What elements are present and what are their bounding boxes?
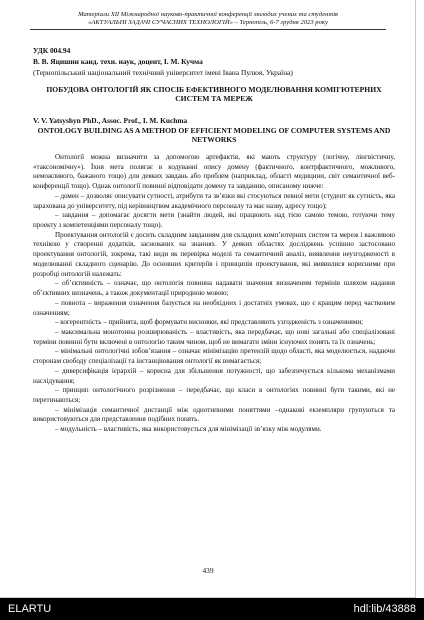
- paragraph-design: Проектування онтологій є досить складним завданням для складних комп’ютерних систем та мереж і важливою технікою у створенні додатків, заснованих на знаннях. У деяких областях досліджень успішно застосовано проектування онтологій, зокрема, такі види як перевірка моделі та семантичний аналіз, виявлення неузгодженості в моделюванні складного сценарію. До основних критеріїв і принципів проектування, які виявилися корисними при розробці онтологій належать:: [33, 230, 395, 278]
- paragraph-intro: Онтології можна визначити за допомогою артефактів, які мають структуру (логічну, лінгвістичну, «таксономічну»). Їхня мета полягає в кодуванні опису домену (фактичного, контрфактичного, можливого, неможливого, бажаного тощо) для деяких завдань або проблем (наприклад, області медицини, світ семантичної веб-конференції тощо). Однак онтології повинні відповідати домену та завданню, описаному нижче:: [33, 153, 395, 191]
- conference-header-line2: «АКТУАЛЬНІ ЗАДАЧІ СУЧАСНИХ ТЕХНОЛОГІЙ» – Тернопіль, 6-7 грудня 2023 року: [88, 19, 328, 26]
- list-item-domain: – домен – дозволяє описувати сутності, атрибути та зв’язки які стосуються певної мети (студент як сутність, яка зарахована до університету, під керівництвом академічного персоналу та має назву, адресу тощо);: [33, 191, 395, 210]
- title-en: ONTOLOGY BUILDING AS A METHOD OF EFFICIENT MODELING OF COMPUTER SYSTEMS AND NETWORKS: [37, 126, 391, 145]
- list-item-modularity: – модульність – властивість, яка використовується для мінімізації зв’язку між модулями.: [55, 425, 322, 434]
- list-item-completeness: – повнота – вираження означення базується на необхідних і достатніх умовах, що є кращим перед частковим означенням;: [33, 298, 395, 317]
- title-ua: ПОБУДОВА ОНТОЛОГІЙ ЯК СПОСІБ ЕФЕКТИВНОГО МОДЕЛЮВАННЯ КОМП'ЮТЕРНИХ СИСТЕМ ТА МЕРЕЖ: [46, 85, 382, 104]
- udk-code: УДК 004.94: [33, 46, 71, 55]
- list-item-task: – завдання – допомагає досягти мети (знайти людей, які працюють над тією самою темою, готуючи тему проекту з компетенціями персоналу тощо).: [33, 211, 395, 230]
- list-item-coherence: – когерентність – прийнята, щоб формувати висновки, які представляють узгодженість з означеннями;: [55, 318, 364, 327]
- footer-handle-label: hdl:lib/43888: [353, 603, 416, 615]
- page-number: 439: [202, 566, 214, 575]
- conference-header: [30, 11, 386, 30]
- conference-header-line1: Матеріали XII Міжнародної науково-практичної конференції молодих учених та студентів: [78, 11, 338, 18]
- footer-bar: [0, 598, 424, 620]
- authors-ua: В. В. Яцишин канд. техн. наук, доцент, І. М. Кучма: [33, 57, 203, 66]
- list-item-extensibility: – максимальна монотонна розширюваність – властивість, яка передбачає, що нові загальні або спеціалізовані терміни повинні бути включені в онтологію таким чином, щоб не вимагати зміни існуючих понять та їх означень;: [33, 327, 395, 346]
- list-item-hierarchies: – диверсифікація ієрархій – корисна для збільшення потужності, що забезпечується кількома механізмами наслідування;: [33, 366, 395, 385]
- list-item-semantic-distance: – мінімізація семантичної дистанції між однотипними поняттями –однакові екземпляри групуються та використовуються для представлення подібних понять.: [33, 405, 395, 424]
- footer-repository-label: ELARTU: [8, 603, 52, 615]
- list-item-distinction: – принцип онтологічного розрізнення – передбачає, що класи в онтологіях повинні бути такими, які не перетинаються;: [33, 386, 395, 404]
- article-body: [33, 153, 395, 435]
- list-item-commitments: – мінімальні онтологічні зобов’язання – означає мінімізацію претензій щодо області, яка моделюється, надаючи сторонам свободу спеціалізації та інстанціювання онтології як вимагається;: [33, 347, 395, 366]
- authors-en: V. V. Yatsyshyn PhD., Assoc. Prof., I. M. Kuchma: [33, 116, 188, 125]
- affiliation: (Тернопільський національний технічний університет імені Івана Пулюя, Україна): [33, 68, 293, 77]
- list-item-objectivity: – об’єктивність – означає, що онтологія повинна надавати значення визначеним термінів шляхом надання об’єктивних визначень, а також документації природною мовою;: [33, 279, 395, 298]
